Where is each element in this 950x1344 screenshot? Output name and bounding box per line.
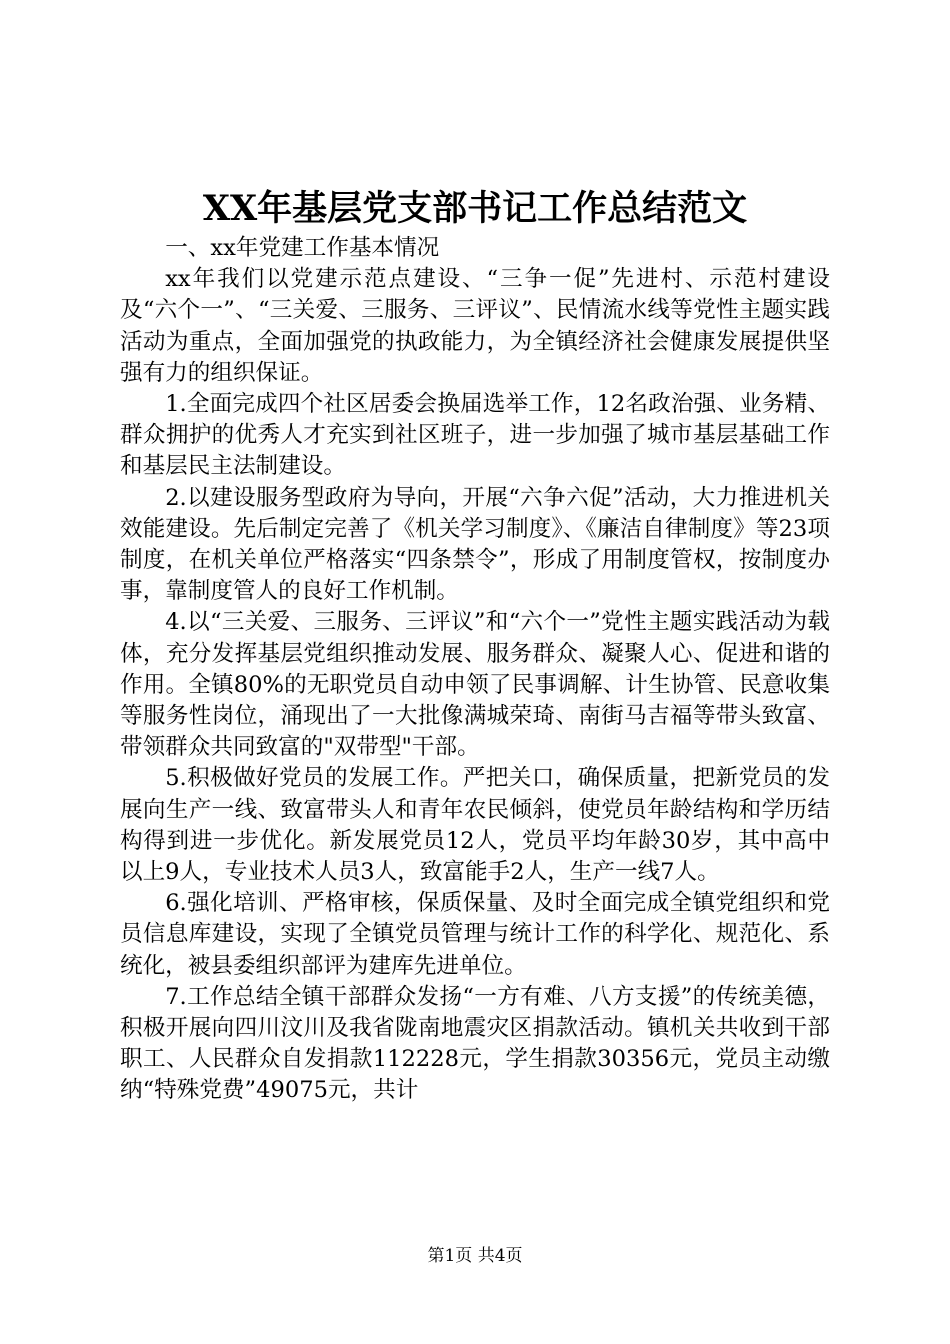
paragraph-item-5: 5.积极做好党员的发展工作。严把关口，确保质量，把新党员的发展向生产一线、致富带头人和青年农民倾斜，使党员年龄结构和学历结构得到进一步优化。新发展党员12人，党员平均年龄30岁，其中高中以上9人，专业技术人员3人，致富能手2人，生产一线7人。 <box>120 765 830 886</box>
document-body <box>120 233 830 1107</box>
page-number-footer: 第1页 共4页 <box>427 1246 523 1266</box>
paragraph-item-1: 1.全面完成四个社区居委会换届选举工作，12名政治强、业务精、群众拥护的优秀人才充实到社区班子，进一步加强了城市基层基础工作和基层民主法制建设。 <box>120 391 830 480</box>
paragraph-item-2: 2.以建设服务型政府为导向，开展“六争六促”活动，大力推进机关效能建设。先后制定完善了《机关学习制度》、《廉洁自律制度》等23项制度，在机关单位严格落实“四条禁令”，形成了用制度管权，按制度办事，靠制度管人的良好工作机制。 <box>120 484 830 605</box>
section-heading: 一、xx年党建工作基本情况 <box>165 235 440 261</box>
paragraph-intro: xx年我们以党建示范点建设、“三争一促”先进村、示范村建设及“六个一”、“三关爱、三服务、三评议”、民情流水线等党性主题实践活动为重点，全面加强党的执政能力，为全镇经济社会健康发展提供坚强有力的组织保证。 <box>120 266 830 386</box>
paragraph-item-4: 4.以“三关爱、三服务、三评议”和“六个一”党性主题实践活动为载体，充分发挥基层党组织推动发展、服务群众、凝聚人心、促进和谐的作用。全镇80%的无职党员自动申领了民事调解、计生协管、民意收集等服务性岗位，涌现出了一大批像满城荣琦、南街马吉福等带头致富、带领群众共同致富的"双带型"干部。 <box>120 609 830 761</box>
paragraph-item-7: 7.工作总结全镇干部群众发扬“一方有难、八方支援”的传统美德，积极开展向四川汶川及我省陇南地震灾区捐款活动。镇机关共收到干部职工、人民群众自发捐款112228元，学生捐款30356元，党员主动缴纳“特殊党费”49075元，共计 <box>120 983 830 1104</box>
paragraph-item-6: 6.强化培训、严格审核，保质保量、及时全面完成全镇党组织和党员信息库建设，实现了全镇党员管理与统计工作的科学化、规范化、系统化，被县委组织部评为建库先进单位。 <box>120 890 830 979</box>
document-title: XX年基层党支部书记工作总结范文 <box>202 188 748 229</box>
